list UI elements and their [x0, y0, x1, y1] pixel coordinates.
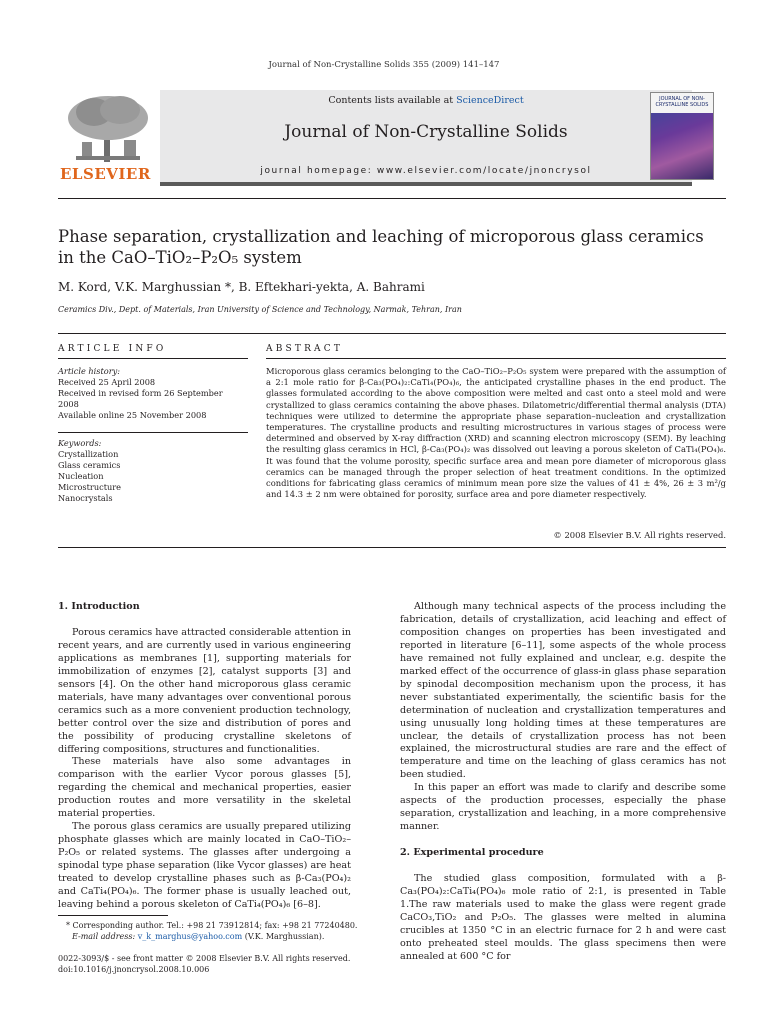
running-header: Journal of Non-Crystalline Solids 355 (2009) 141–147 — [268, 60, 500, 70]
article-info-rule — [58, 358, 248, 359]
title-line-1: Phase separation, crystallization and leaching of microporous glass ceramics — [58, 227, 704, 246]
journal-masthead — [58, 90, 634, 186]
title-line-2: in the CaO–TiO₂–P₂O₅ system — [58, 248, 302, 267]
abstract-copyright: © 2008 Elsevier B.V. All rights reserved. — [553, 530, 726, 540]
keyword: Microstructure — [58, 482, 122, 492]
received-date: Received 25 April 2008 — [58, 377, 156, 387]
revised-date-1: Received in revised form 26 September — [58, 388, 223, 398]
publication-info — [58, 953, 458, 975]
cover-title: JOURNAL OF NON-CRYSTALLINE SOLIDS — [655, 96, 709, 108]
intro-paragraph-2: These materials have also some advantages in comparison with the earlier Vycor porous glasses [5], regarding the chemical and mechanical properties, easier production routes and more versatility in the skeletal material properties. — [58, 756, 351, 820]
right-column — [400, 601, 726, 964]
tree-icon — [58, 90, 158, 166]
abstract-text: Microporous glass ceramics belonging to the CaO–TiO₂–P₂O₅ system were prepared with the assumption of a 2:1 mole ratio for β-Ca₃(PO₄)₂:CaTi₄(PO₄)₆, the anticipated crystalline phases in the end product. The glasses formulated according to the above composition were melted and cast onto a steel mold and were crystallized to glass ceramics containing the above phases. Dilatometric/differential thermal analysis (DTA) techniques were utilized to determine the appropriate phase separation–nucleation and crystallization temperatures. The crystalline products and resulting microstructures in various stages of process were determined and observed by X-ray diffraction (XRD) and scanning electron microscopy (SEM). By leaching the resulting glass ceramics in HCl, β-Ca₃(PO₄)₂ was dissolved out leaving a porous skeleton of CaTi₄(PO₄)₆. It was found that the volume porosity, specific surface area and mean pore diameter of microporous glass ceramics can be managed through the proper selection of heat treatment conditions. In the optimized conditions for fabricating glass ceramics of minimum mean pore size the values of 41 ± 4%, 26 ± 3 m²/g and 14.3 ± 2 nm were obtained for porosity, surface area and pore diameter respectively. — [266, 366, 726, 500]
issn-line: 0022-3093/$ - see front matter © 2008 Elsevier B.V. All rights reserved. — [58, 954, 351, 963]
article-info-heading: ARTICLE INFO — [58, 344, 167, 354]
info-divider — [58, 333, 726, 334]
keywords-block — [58, 438, 248, 504]
contents-line — [160, 95, 692, 106]
right-paragraph-3: The studied glass composition, formulated with a β-Ca₃(PO₄)₂:CaTi₄(PO₄)₆ mole ratio of 2:1, is presented in Table 1.The raw materials used to make the glass were regent grade CaCO₃,TiO₂ and P₂O₅. The glasses were melted in alumina crucibles at 1350 °C in an electric furnace for 2 h and were cast onto preheated steel moulds. The glass specimens then were annealed at 600 °C for — [400, 873, 726, 962]
abstract-rule — [266, 358, 726, 359]
history-label: Article history: — [58, 366, 120, 376]
online-date: Available online 25 November 2008 — [58, 410, 207, 420]
article-title — [58, 226, 718, 268]
sciencedirect-link[interactable]: ScienceDirect — [456, 95, 524, 106]
abstract-heading: ABSTRACT — [266, 344, 344, 354]
intro-heading: 1. Introduction — [58, 601, 140, 612]
footnote — [58, 920, 358, 942]
keyword: Nanocrystals — [58, 493, 113, 503]
corresponding-author: * Corresponding author. Tel.: +98 21 73912814; fax: +98 21 77240480. — [66, 921, 358, 930]
header-divider — [58, 198, 726, 199]
journal-title: Journal of Non-Crystalline Solids — [284, 122, 568, 142]
abstract-bottom-rule — [58, 547, 726, 548]
article-history — [58, 366, 248, 421]
keywords-label: Keywords: — [58, 438, 102, 448]
journal-homepage[interactable]: journal homepage: www.elsevier.com/locate/jnoncrysol — [260, 166, 592, 176]
intro-paragraph-3: The porous glass ceramics are usually prepared utilizing phosphate glasses which are mainly located in CaO–TiO₂–P₂O₅ or related systems. The glasses after undergoing a spinodal type phase separation (like Vycor glasses) are heat treated to develop crystalline phases such as β-Ca₃(PO₄)₂ and CaTi₄(PO₄)₆. The former phase is usually leached out, leaving behind a porous skeleton of CaTi₄(PO₄)₆ [6–8]. — [58, 821, 351, 910]
left-column — [58, 601, 351, 912]
contents-prefix: Contents lists available at — [328, 95, 454, 106]
elsevier-logo — [58, 90, 158, 183]
journal-cover-image — [650, 92, 714, 180]
publisher-name: ELSEVIER — [60, 165, 151, 183]
right-paragraph-2: In this paper an effort was made to clarify and describe some aspects of the production processes, especially the phase separation, crystallization and leaching, in a more comprehensive manner. — [400, 782, 726, 833]
masthead-box — [160, 90, 692, 186]
intro-paragraph-1: Porous ceramics have attracted considerable attention in recent years, and are currently used in various engineering applications as membranes [1], supporting materials for immobilization of enzymes [2], catalyst supports [3] and sensors [4]. On the other hand microporous glass ceramic materials, have many advantages over conventional porous ceramics such as a more convenient production technology, better control over the size and distribution of pores and the possibility of producing crystalline skeletons of differing compositions, structures and functionalities. — [58, 626, 351, 755]
revised-date-2: 2008 — [58, 399, 79, 409]
keyword: Crystallization — [58, 449, 119, 459]
affiliation: Ceramics Div., Dept. of Materials, Iran University of Science and Technology, Narmak, Tehran, Iran — [58, 305, 462, 314]
author-list: M. Kord, V.K. Marghussian *, B. Eftekhari-yekta, A. Bahrami — [58, 280, 425, 294]
keyword: Glass ceramics — [58, 460, 121, 470]
email-link[interactable]: v_k_marghus@yahoo.com — [137, 932, 243, 941]
email-line — [58, 931, 358, 942]
keyword: Nucleation — [58, 471, 104, 481]
email-suffix: (V.K. Marghussian). — [244, 932, 325, 941]
right-paragraph-1: Although many technical aspects of the process including the fabrication, details of crystallization, acid leaching and effect of composition changes on properties has been investigated and reported in literature [6–11], some aspects of the whole process have remained not fully explained and unclear, e.g. despite the marked effect of the occurrence of glass-in glass phase separation by spinodal decomposition mechanism upon the process, it has never substantiated experimentally, the scientific basis for the determination of nucleation and crystallization temperatures and using unusually long holding times at these temperatures are unclear, the details of crystallization process has not been explained, the microstructural studies are rare and the effect of temperature and time on the leaching of glass ceramics has not been studied. — [400, 601, 726, 781]
footnote-rule — [58, 915, 168, 916]
keywords-rule — [58, 432, 248, 433]
doi-line[interactable]: doi:10.1016/j.jnoncrysol.2008.10.006 — [58, 965, 210, 974]
email-label: E-mail address: — [72, 932, 136, 941]
experimental-heading: 2. Experimental procedure — [400, 847, 544, 859]
